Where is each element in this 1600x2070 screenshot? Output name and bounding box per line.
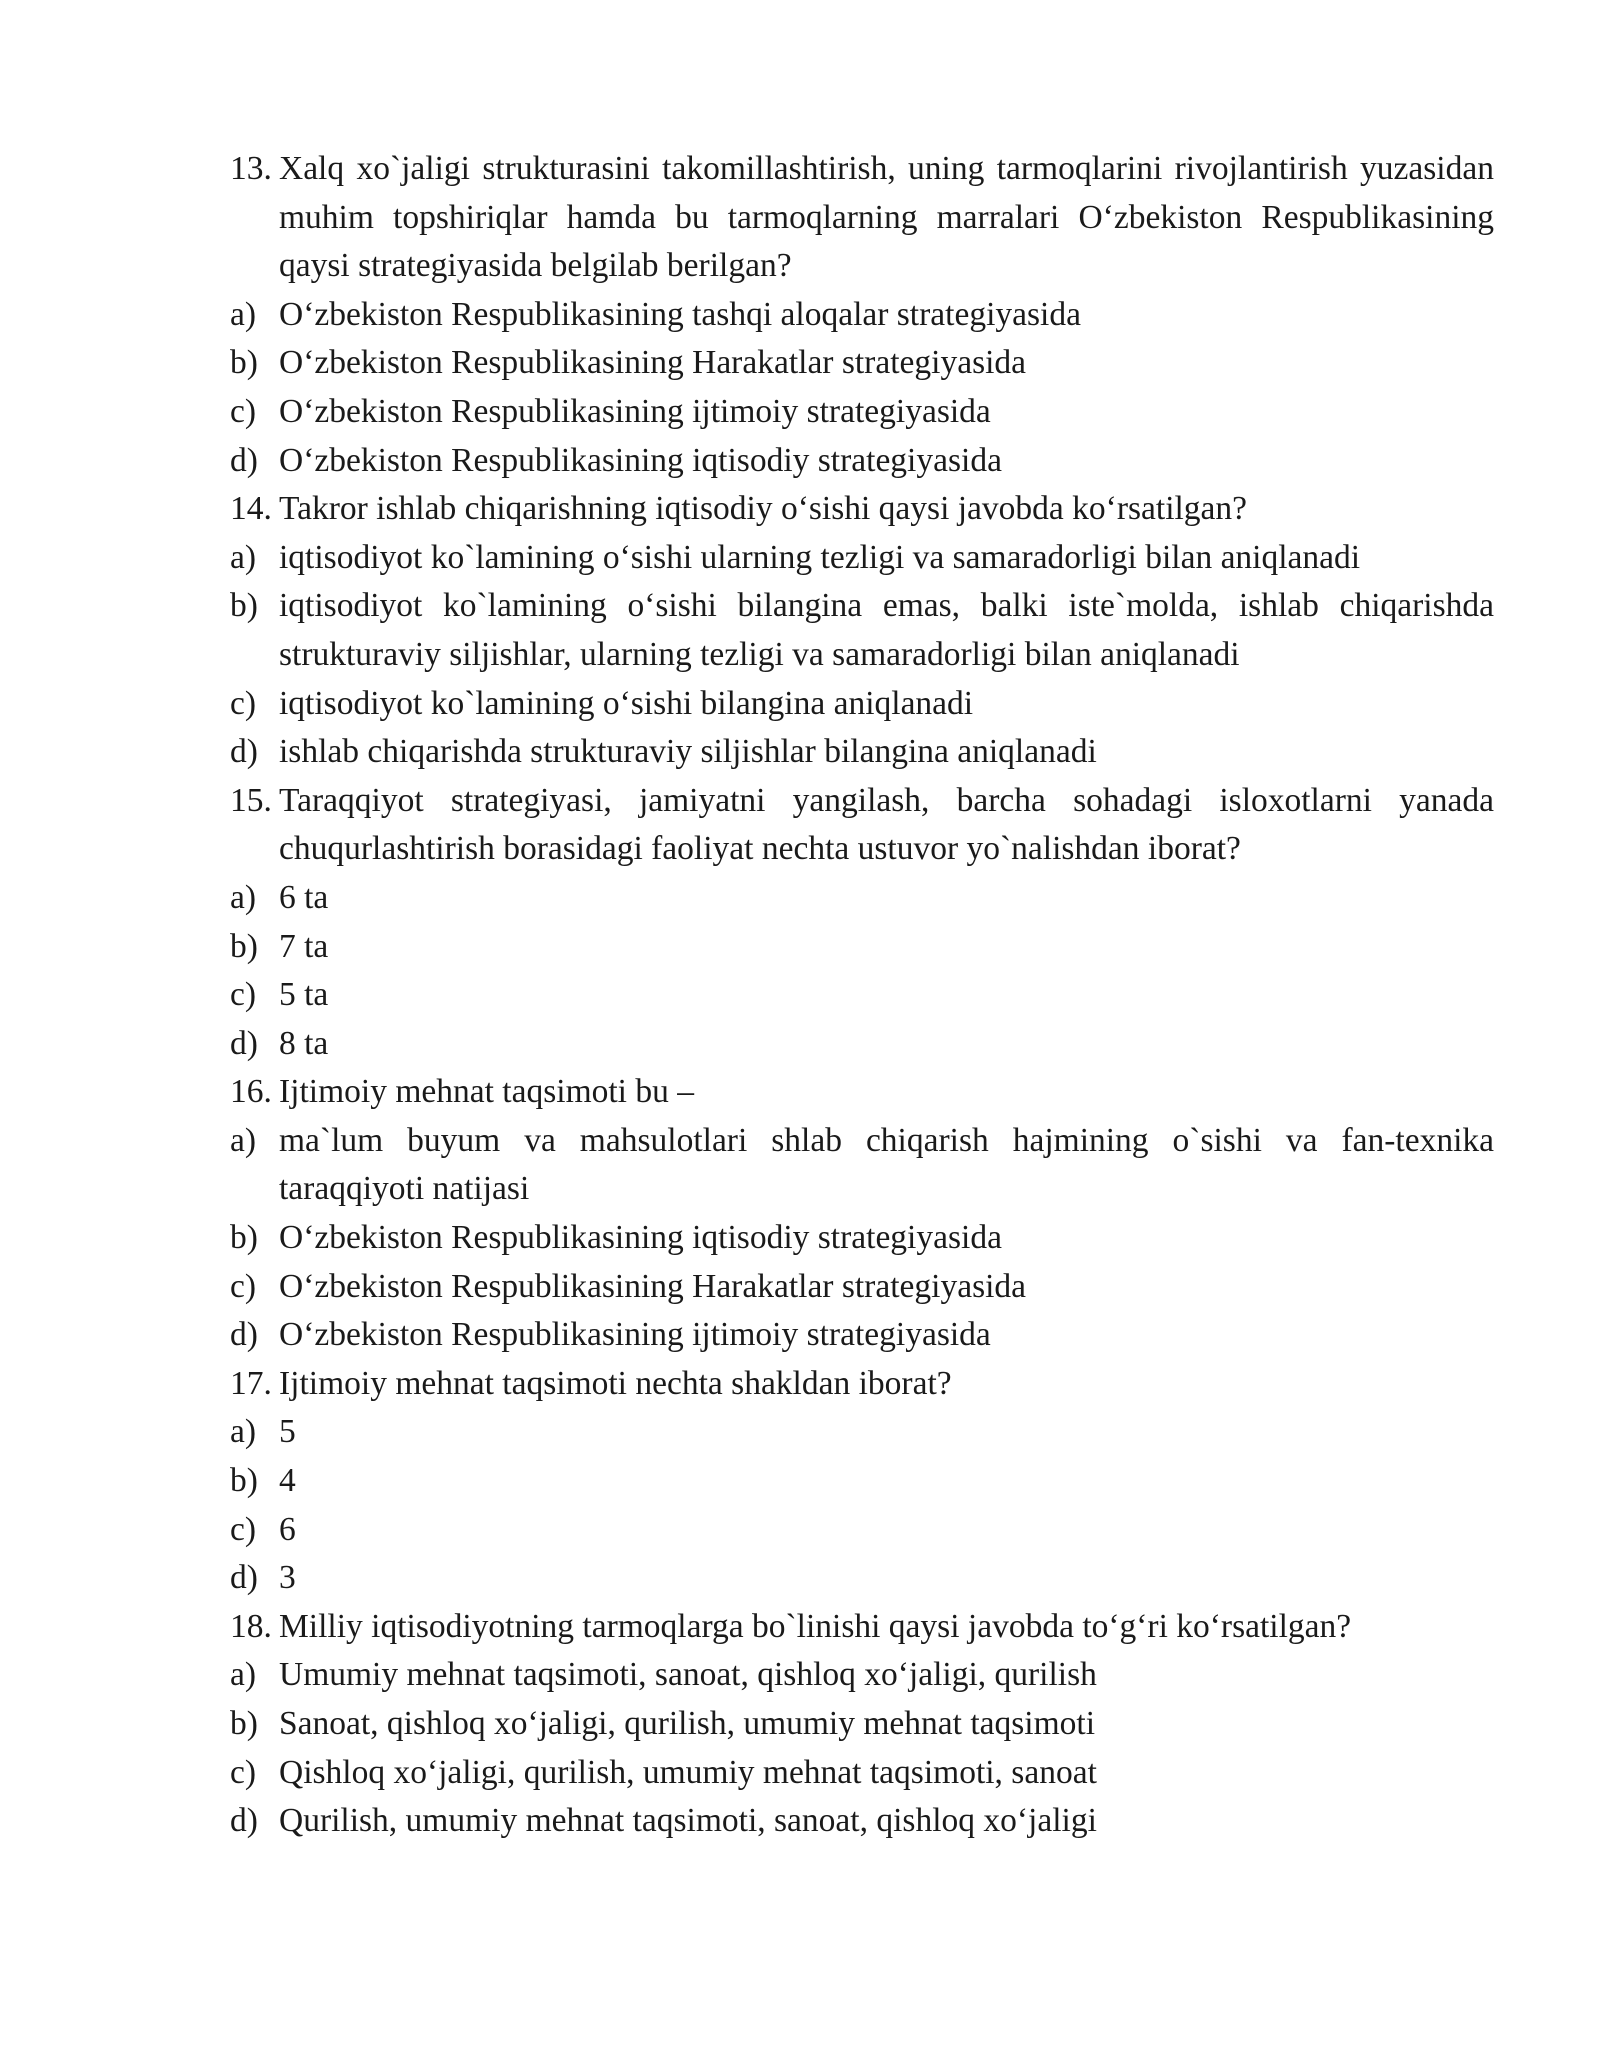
option-13-b (230, 339, 1494, 388)
option-14-c (230, 680, 1494, 729)
option-text: O‘zbekiston Respublikasining iqtisodiy strategiyasida (279, 441, 1002, 479)
option-label: c) (230, 1510, 257, 1548)
question-16 (230, 1068, 1494, 1117)
option-text: Sanoat, qishloq xo‘jaligi, qurilish, umumiy mehnat taqsimoti (279, 1705, 1096, 1742)
option-label: b) (230, 1705, 258, 1742)
question-17 (230, 1360, 1494, 1409)
option-text: iqtisodiyot ko`lamining o‘sishi bilangina aniqlanadi (279, 684, 974, 722)
option-16-c (230, 1263, 1494, 1312)
option-label: c) (230, 1753, 257, 1791)
question-text: Ijtimoiy mehnat taqsimoti nechta shakldan iborat? (279, 1364, 952, 1402)
document-page (230, 145, 1494, 1846)
option-17-d (230, 1554, 1494, 1603)
option-text: 6 ta (279, 878, 329, 916)
option-15-b (230, 923, 1494, 972)
question-13 (230, 145, 1494, 291)
option-16-a (230, 1117, 1494, 1214)
option-text: O‘zbekiston Respublikasining ijtimoiy strategiyasida (279, 392, 991, 430)
option-text: O‘zbekiston Respublikasining Harakatlar strategiyasida (279, 1267, 1027, 1305)
option-text: Qishloq xo‘jaligi, qurilish, umumiy mehnat taqsimoti, sanoat (279, 1753, 1097, 1791)
option-17-c (230, 1506, 1494, 1555)
option-17-a (230, 1408, 1494, 1457)
option-14-d (230, 728, 1494, 777)
question-text: Ijtimoiy mehnat taqsimoti bu – (279, 1073, 694, 1111)
option-label: c) (230, 1267, 257, 1305)
option-text: ma`lum buyum va mahsulotlari shlab chiqarish hajmining o`sishi va fan-texnika taraqqiyoti natijasi (279, 1121, 1494, 1208)
question-text: Taraqqiyot strategiyasi, jamiyatni yangilash, barcha sohadagi isloxotlarni yanada chuqurlashtirish borasidagi faoliyat nechta ustuvor yo`nalishdan iborat? (279, 781, 1494, 868)
option-label: b) (230, 344, 258, 382)
question-number: 13. (230, 150, 272, 187)
option-text: iqtisodiyot ko`lamining o‘sishi ularning tezligi va samaradorligi bilan aniqlanadi (279, 538, 1361, 576)
option-text: iqtisodiyot ko`lamining o‘sishi bilangina emas, balki iste`molda, ishlab chiqarishda strukturaviy siljishlar, ularning tezligi va samaradorligi bilan aniqlanadi (279, 587, 1494, 673)
question-text: Takror ishlab chiqarishning iqtisodiy o‘sishi qaysi javobda ko‘rsatilgan? (279, 490, 1248, 528)
option-15-c (230, 971, 1494, 1020)
option-text: 7 ta (279, 927, 329, 965)
option-17-b (230, 1457, 1494, 1506)
option-18-d (230, 1797, 1494, 1846)
option-text: 8 ta (279, 1024, 329, 1062)
option-text: 3 (279, 1559, 296, 1597)
option-16-d (230, 1311, 1494, 1360)
option-15-a (230, 874, 1494, 923)
option-label: a) (230, 878, 257, 916)
option-13-d (230, 437, 1494, 486)
option-label: d) (230, 1559, 258, 1597)
option-text: 4 (279, 1462, 296, 1500)
option-label: b) (230, 587, 258, 625)
option-label: a) (230, 1413, 257, 1451)
question-15 (230, 777, 1494, 874)
option-text: Umumiy mehnat taqsimoti, sanoat, qishloq xo‘jaligi, qurilish (279, 1656, 1097, 1694)
question-number: 18. (230, 1607, 272, 1645)
option-14-a (230, 534, 1494, 583)
option-text: O‘zbekiston Respublikasining ijtimoiy strategiyasida (279, 1316, 991, 1354)
option-text: O‘zbekiston Respublikasining iqtisodiy strategiyasida (279, 1219, 1002, 1257)
option-label: b) (230, 927, 258, 965)
option-label: a) (230, 538, 257, 576)
option-label: b) (230, 1462, 258, 1500)
option-text: O‘zbekiston Respublikasining Harakatlar strategiyasida (279, 344, 1027, 382)
question-number: 16. (230, 1073, 272, 1111)
option-text: O‘zbekiston Respublikasining tashqi aloqalar strategiyasida (279, 295, 1081, 333)
option-18-b (230, 1700, 1494, 1749)
option-label: a) (230, 1121, 257, 1159)
option-label: c) (230, 392, 257, 430)
option-label: a) (230, 295, 257, 333)
option-15-d (230, 1020, 1494, 1069)
question-number: 14. (230, 490, 272, 528)
option-text: ishlab chiqarishda strukturaviy siljishlar bilangina aniqlanadi (279, 733, 1097, 771)
option-label: d) (230, 441, 258, 479)
option-label: d) (230, 733, 258, 771)
option-label: b) (230, 1219, 258, 1257)
option-text: 6 (279, 1510, 296, 1548)
option-label: c) (230, 976, 257, 1014)
question-14 (230, 485, 1494, 534)
question-text: Milliy iqtisodiyotning tarmoqlarga bo`linishi qaysi javobda to‘g‘ri ko‘rsatilgan? (279, 1607, 1352, 1645)
option-16-b (230, 1214, 1494, 1263)
option-label: d) (230, 1802, 258, 1840)
question-18 (230, 1603, 1494, 1652)
question-text: Xalq xo`jaligi strukturasini takomillashtirish, uning tarmoqlarini rivojlantirish yuzasidan muhim topshiriqlar hamda bu tarmoqlarning marralari O‘zbekiston Respublikasining qaysi strategiyasida belgilab berilgan? (279, 150, 1494, 285)
option-13-c (230, 388, 1494, 437)
option-label: a) (230, 1656, 257, 1694)
option-text: Qurilish, umumiy mehnat taqsimoti, sanoat, qishloq xo‘jaligi (279, 1802, 1097, 1840)
option-18-a (230, 1651, 1494, 1700)
option-label: d) (230, 1316, 258, 1354)
option-18-c (230, 1749, 1494, 1798)
option-text: 5 ta (279, 976, 329, 1014)
question-number: 17. (230, 1364, 272, 1402)
option-label: c) (230, 684, 257, 722)
option-label: d) (230, 1024, 258, 1062)
option-14-b (230, 582, 1494, 679)
question-number: 15. (230, 781, 272, 819)
option-text: 5 (279, 1413, 296, 1451)
option-13-a (230, 291, 1494, 340)
